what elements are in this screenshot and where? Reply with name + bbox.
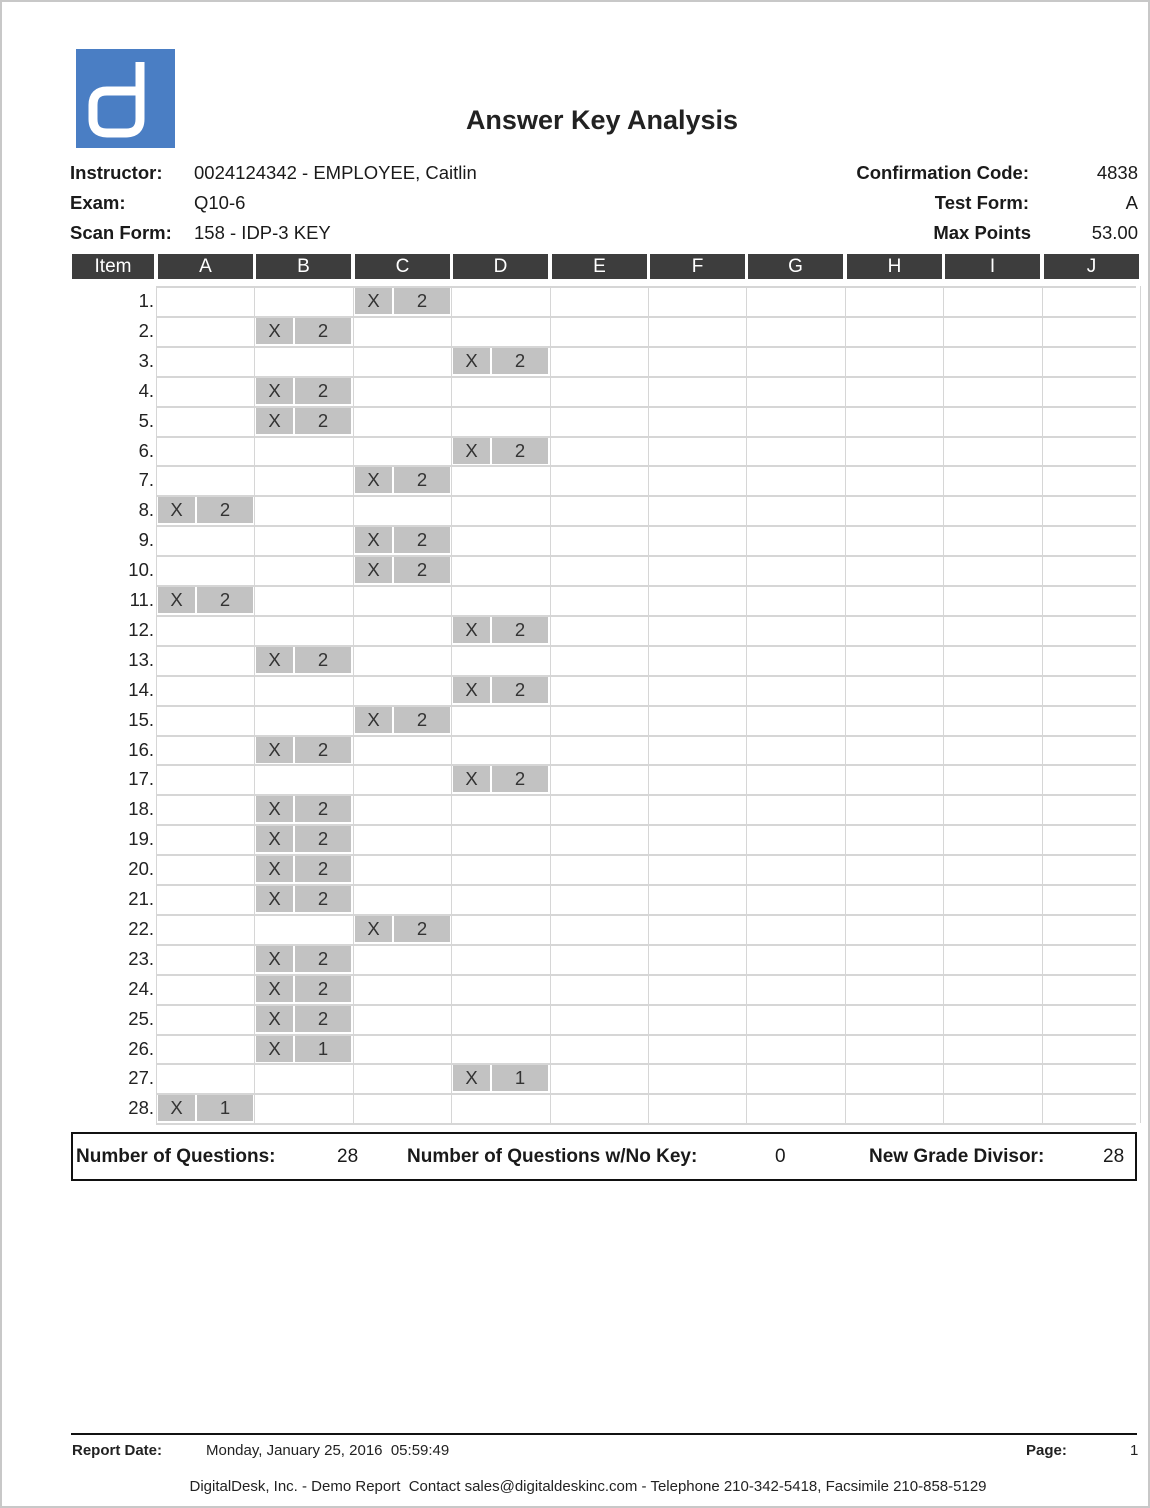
answer-key-mark [256, 737, 351, 763]
answer-points: 2 [295, 378, 351, 404]
answer-mark-x: X [256, 886, 293, 912]
answer-mark-x: X [256, 378, 293, 404]
column-divider [648, 286, 649, 1123]
column-divider [1042, 286, 1043, 1123]
answer-points: 2 [295, 318, 351, 344]
column-header-a: A [158, 254, 253, 279]
column-header-i: I [945, 254, 1040, 279]
row-divider [156, 555, 1136, 557]
item-number: 1. [138, 290, 154, 311]
answer-points: 2 [394, 707, 450, 733]
answer-mark-x: X [158, 497, 195, 523]
answer-points: 2 [295, 647, 351, 673]
answer-mark-x: X [355, 916, 392, 942]
answer-key-mark [158, 587, 253, 613]
answer-mark-x: X [158, 1095, 195, 1121]
answer-mark-x: X [256, 856, 293, 882]
row-divider [156, 764, 1136, 766]
answer-mark-x: X [453, 766, 490, 792]
answer-points: 2 [492, 766, 548, 792]
answer-key-mark [256, 408, 351, 434]
column-divider [353, 286, 354, 1123]
item-number: 24. [128, 978, 154, 999]
answer-mark-x: X [256, 647, 293, 673]
item-number: 18. [128, 798, 154, 819]
answer-points: 2 [295, 737, 351, 763]
answer-points: 1 [295, 1036, 351, 1062]
item-number: 8. [138, 499, 154, 520]
confirmation-code-label: Confirmation Code: [856, 162, 1029, 183]
item-number: 20. [128, 858, 154, 879]
report-date-label: Report Date: [72, 1442, 163, 1459]
answer-mark-x: X [256, 318, 293, 344]
item-number: 6. [138, 440, 154, 461]
column-divider [1140, 286, 1141, 1123]
no-key-value: 0 [775, 1146, 786, 1167]
answer-mark-x: X [355, 557, 392, 583]
row-divider [156, 675, 1136, 677]
column-header-b: B [256, 254, 351, 279]
row-divider [156, 1123, 1136, 1125]
answer-points: 2 [295, 946, 351, 972]
row-divider [156, 1093, 1136, 1095]
item-number: 11. [129, 589, 154, 610]
column-divider [550, 286, 551, 1123]
answer-mark-x: X [453, 677, 490, 703]
answer-mark-x: X [355, 467, 392, 493]
item-number: 16. [128, 739, 154, 760]
row-divider [156, 914, 1136, 916]
test-form-label: Test Form: [934, 192, 1029, 213]
answer-points: 2 [295, 796, 351, 822]
answer-points: 2 [295, 826, 351, 852]
answer-mark-x: X [256, 946, 293, 972]
max-points-value: 53.00 [1091, 222, 1138, 243]
column-header-j: J [1044, 254, 1139, 279]
answer-mark-x: X [453, 617, 490, 643]
answer-key-mark [158, 1095, 253, 1121]
column-header-d: D [453, 254, 548, 279]
item-number: 10. [128, 559, 154, 580]
column-header-h: H [847, 254, 942, 279]
answer-key-mark [355, 707, 450, 733]
answer-key-mark [256, 886, 351, 912]
row-divider [156, 465, 1136, 467]
row-divider [156, 615, 1136, 617]
summary-box [71, 1132, 1137, 1181]
exam-value: Q10-6 [194, 192, 246, 213]
column-divider [156, 286, 157, 1123]
item-number: 13. [128, 649, 154, 670]
grade-divisor-value: 28 [1103, 1146, 1125, 1167]
answer-key-mark [256, 946, 351, 972]
answer-mark-x: X [158, 587, 195, 613]
max-points-label: Max Points [933, 222, 1031, 243]
answer-points: 1 [492, 1065, 548, 1091]
answer-key-mark [256, 318, 351, 344]
answer-points: 2 [394, 557, 450, 583]
answer-points: 2 [295, 408, 351, 434]
answer-mark-x: X [355, 527, 392, 553]
column-divider [943, 286, 944, 1123]
answer-mark-x: X [453, 1065, 490, 1091]
answer-key-mark [355, 288, 450, 314]
answer-key-mark [453, 1065, 548, 1091]
column-divider [254, 286, 255, 1123]
exam-label: Exam: [70, 192, 126, 213]
answer-key-mark [256, 647, 351, 673]
item-number: 19. [128, 828, 154, 849]
answer-key-mark [256, 976, 351, 1002]
row-divider [156, 1063, 1136, 1065]
grade-divisor-label: New Grade Divisor: [869, 1146, 1045, 1167]
answer-grid-header [72, 254, 1138, 279]
answer-mark-x: X [256, 737, 293, 763]
answer-mark-x: X [355, 707, 392, 733]
answer-mark-x: X [256, 796, 293, 822]
column-header-g: G [748, 254, 843, 279]
no-key-label: Number of Questions w/No Key: [407, 1146, 698, 1167]
item-number: 9. [138, 529, 154, 550]
confirmation-code-value: 4838 [1096, 162, 1138, 183]
item-number: 26. [128, 1038, 154, 1059]
instructor-label: Instructor: [70, 162, 163, 183]
row-divider [156, 436, 1136, 438]
item-number: 28. [128, 1097, 154, 1118]
item-number: 27. [128, 1067, 154, 1088]
item-number: 12. [128, 619, 154, 640]
column-header-item: Item [72, 254, 154, 279]
item-number: 3. [138, 350, 154, 371]
page-label: Page: [1026, 1442, 1067, 1459]
answer-points: 2 [295, 976, 351, 1002]
answer-points: 2 [197, 497, 253, 523]
row-divider [156, 525, 1136, 527]
contact-line: DigitalDesk, Inc. - Demo Report Contact sales@digitaldeskinc.com - Telephone 210-342-5418, Facsimile 210-858-5129 [189, 1478, 987, 1495]
report-date-value: Monday, January 25, 2016 05:59:49 [206, 1442, 450, 1459]
answer-points: 2 [295, 1006, 351, 1032]
answer-key-mark [355, 467, 450, 493]
column-divider [845, 286, 846, 1123]
answer-key-mark [256, 826, 351, 852]
answer-key-mark [453, 348, 548, 374]
answer-mark-x: X [453, 348, 490, 374]
column-header-e: E [552, 254, 647, 279]
answer-key-mark [256, 1036, 351, 1062]
answer-mark-x: X [256, 826, 293, 852]
item-number: 17. [128, 768, 154, 789]
row-divider [156, 346, 1136, 348]
row-divider [156, 286, 1136, 288]
answer-key-mark [453, 617, 548, 643]
answer-points: 2 [492, 348, 548, 374]
item-number: 22. [128, 918, 154, 939]
answer-key-mark [256, 378, 351, 404]
answer-key-mark [453, 766, 548, 792]
answer-points: 2 [492, 677, 548, 703]
answer-points: 2 [492, 438, 548, 464]
answer-key-mark [256, 1006, 351, 1032]
scan-form-label: Scan Form: [70, 222, 172, 243]
report-title: Answer Key Analysis [465, 105, 739, 135]
answer-points: 2 [295, 856, 351, 882]
answer-key-mark [256, 856, 351, 882]
answer-mark-x: X [256, 1006, 293, 1032]
answer-key-mark [256, 796, 351, 822]
column-header-c: C [355, 254, 450, 279]
answer-key-mark [453, 438, 548, 464]
item-number: 15. [128, 709, 154, 730]
item-number: 23. [128, 948, 154, 969]
row-divider [156, 705, 1136, 707]
item-number: 14. [128, 679, 154, 700]
number-of-questions-value: 28 [337, 1146, 359, 1167]
answer-points: 2 [492, 617, 548, 643]
answer-key-mark [355, 557, 450, 583]
item-number: 21. [128, 888, 154, 909]
test-form-value: A [1125, 192, 1138, 213]
column-divider [451, 286, 452, 1123]
answer-mark-x: X [453, 438, 490, 464]
scan-form-value: 158 - IDP-3 KEY [194, 222, 331, 243]
number-of-questions-label: Number of Questions: [76, 1146, 276, 1167]
row-divider [156, 585, 1136, 587]
answer-points: 2 [394, 527, 450, 553]
answer-points: 2 [394, 288, 450, 314]
answer-points: 2 [394, 916, 450, 942]
instructor-value: 0024124342 - EMPLOYEE, Caitlin [194, 162, 477, 183]
answer-mark-x: X [256, 1036, 293, 1062]
item-number: 25. [128, 1008, 154, 1029]
answer-key-mark [453, 677, 548, 703]
page-number: 1 [1130, 1442, 1139, 1459]
answer-points: 2 [295, 886, 351, 912]
answer-key-mark [355, 527, 450, 553]
answer-mark-x: X [355, 288, 392, 314]
item-number: 4. [138, 380, 154, 401]
answer-key-mark [158, 497, 253, 523]
column-divider [746, 286, 747, 1123]
answer-points: 2 [197, 587, 253, 613]
footer-divider [71, 1433, 1137, 1435]
item-number: 2. [138, 320, 154, 341]
answer-points: 1 [197, 1095, 253, 1121]
answer-mark-x: X [256, 408, 293, 434]
item-number: 7. [138, 469, 154, 490]
column-header-f: F [650, 254, 745, 279]
item-number: 5. [138, 410, 154, 431]
row-divider [156, 495, 1136, 497]
answer-key-mark [355, 916, 450, 942]
answer-mark-x: X [256, 976, 293, 1002]
answer-points: 2 [394, 467, 450, 493]
